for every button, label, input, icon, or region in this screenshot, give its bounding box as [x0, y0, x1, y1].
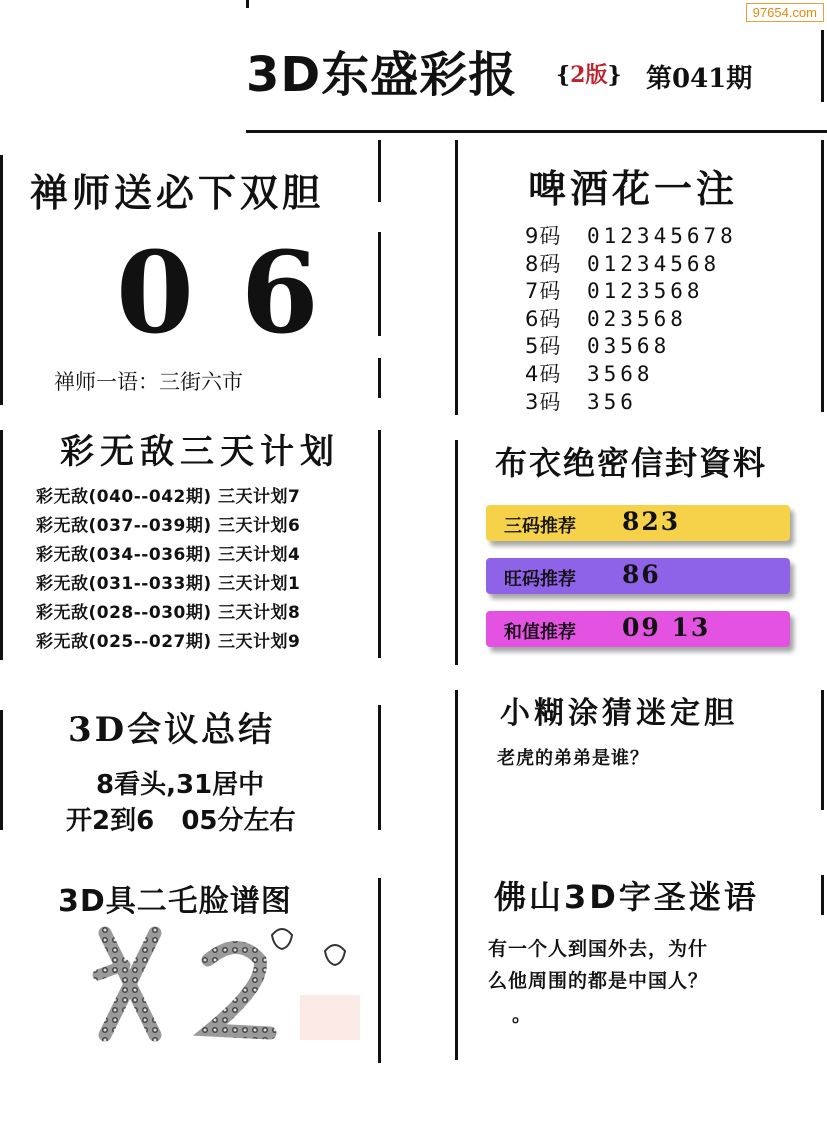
- chan-saying: 禅师一语：三街六市: [54, 370, 243, 394]
- code-row-label: 9码: [525, 224, 562, 248]
- foshan-line-1: 有一个人到国外去，为什: [488, 938, 709, 960]
- code-row-value: 3568: [587, 361, 654, 386]
- center-rule-2: [455, 440, 458, 665]
- conference-line-2: 开2到6 05分左右: [66, 806, 296, 836]
- left-border: [0, 155, 3, 405]
- right-rule-2: [821, 690, 824, 810]
- mid-left-rule-5: [378, 705, 381, 830]
- right-rule-1: [821, 140, 824, 412]
- code-row-label: 3码: [525, 389, 562, 414]
- ribbon-label: 旺码推荐: [504, 569, 576, 590]
- edition-brace-close: }: [607, 62, 622, 88]
- plan-row: 彩无敌(025--027期) 三天计划9: [36, 632, 301, 652]
- top-right-rule: [821, 30, 824, 102]
- code-row: [525, 386, 737, 414]
- code-row-value: 0123568: [587, 279, 704, 304]
- code-row-value: 03568: [587, 334, 671, 359]
- code-row-label: 5码: [525, 334, 562, 359]
- beer-code-list: [525, 220, 737, 413]
- mid-left-rule-4: [378, 430, 381, 658]
- foshan-line-3: 。: [512, 1004, 533, 1026]
- ribbon-three-codes: [486, 505, 790, 541]
- ribbon-hot-codes: [486, 558, 790, 594]
- left-border-2: [0, 430, 3, 660]
- xiaohu-title: 小糊涂猜迷定胆: [500, 696, 738, 731]
- ribbon-sum-values: [486, 611, 790, 647]
- chan-title: 禅师送必下双胆: [30, 171, 325, 215]
- mid-left-rule-2: [378, 232, 381, 336]
- edition-brace-open: {: [556, 62, 571, 88]
- plan-title: 彩无敌三天计划: [60, 432, 340, 472]
- plan-row: 彩无敌(040--042期) 三天计划7: [36, 487, 301, 507]
- beer-title: 啤酒花一注: [528, 167, 739, 211]
- mask-title: 3D具二乇脸谱图: [58, 884, 292, 919]
- code-row: [525, 248, 737, 276]
- center-rule-1: [455, 140, 458, 415]
- plan-row: 彩无敌(037--039期) 三天计划6: [36, 516, 301, 536]
- watermark: 97654.com: [746, 3, 824, 22]
- code-row-value: 023568: [587, 306, 687, 331]
- xiaohu-question: 老虎的弟弟是谁？: [497, 748, 649, 769]
- masthead-title: 3D东盛彩报: [246, 47, 518, 103]
- plan-row: 彩无敌(028--030期) 三天计划8: [36, 603, 301, 623]
- masthead-rule: [246, 130, 827, 133]
- foshan-title: 佛山3D字圣迷语: [494, 878, 759, 916]
- ribbon-value: 86: [622, 560, 661, 589]
- ribbon-label: 三码推荐: [504, 516, 576, 537]
- code-row-value: 01234568: [587, 251, 721, 276]
- issue-number: 第041期: [646, 64, 753, 94]
- chan-digits: 0 6: [116, 228, 323, 359]
- plan-list: [36, 482, 300, 656]
- code-row: [525, 330, 737, 358]
- conference-title: 3D会议总结: [68, 710, 276, 750]
- edition-label: [556, 58, 622, 89]
- mask-figure-icon: [80, 915, 380, 1055]
- code-row: [525, 275, 737, 303]
- center-rule-3: [455, 690, 458, 1060]
- code-row: [525, 358, 737, 386]
- top-tick: [246, 0, 249, 8]
- code-row: [525, 220, 737, 248]
- code-row-value: 356: [587, 389, 637, 414]
- left-border-3: [0, 710, 3, 830]
- foshan-line-2: 么他周围的都是中国人？: [488, 970, 709, 992]
- mid-left-rule-3: [378, 358, 381, 398]
- mid-left-rule-1: [378, 140, 381, 202]
- plan-row: 彩无敌(031--033期) 三天计划1: [36, 574, 301, 594]
- code-row-label: 6码: [525, 306, 562, 331]
- ribbon-label: 和值推荐: [504, 622, 576, 643]
- ribbon-value: 09 13: [622, 613, 711, 642]
- edition-number: 2版: [570, 62, 608, 88]
- conference-line-1: 8看头,31居中: [96, 770, 265, 800]
- ribbon-value: 823: [622, 507, 681, 536]
- code-row-value: 012345678: [587, 224, 737, 248]
- right-rule-3: [821, 875, 824, 915]
- code-row-label: 4码: [525, 361, 562, 386]
- code-row-label: 8码: [525, 251, 562, 276]
- plan-row: 彩无敌(034--036期) 三天计划4: [36, 545, 301, 565]
- code-row: [525, 303, 737, 331]
- code-row-label: 7码: [525, 279, 562, 304]
- envelope-title: 布衣绝密信封資料: [495, 444, 768, 482]
